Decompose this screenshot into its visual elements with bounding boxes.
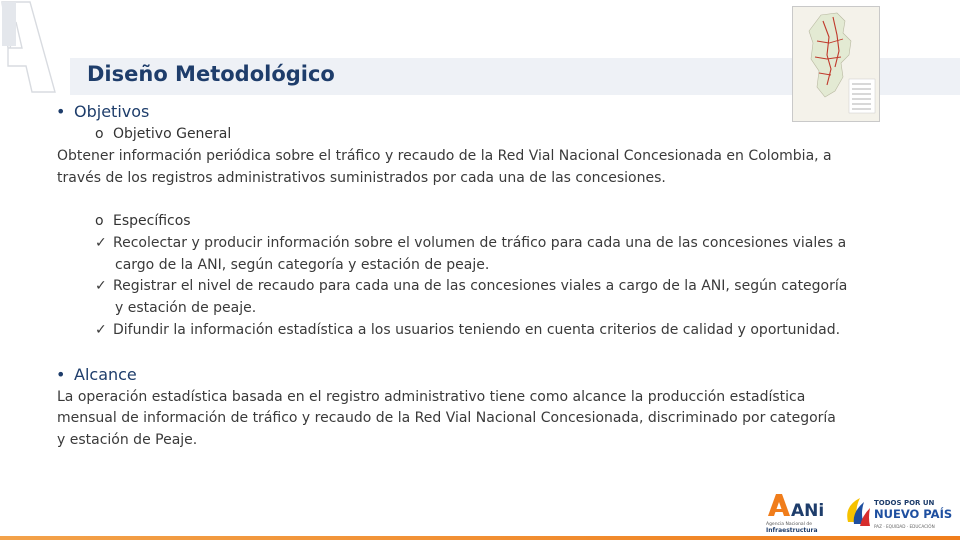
objetivo-general-heading: o Objetivo General (95, 124, 231, 145)
especifico-item-1-cont: cargo de la ANI, según categoría y estación de peaje. (115, 257, 490, 273)
ani-logo (764, 490, 825, 534)
checkmark-icon: ✓ (95, 278, 107, 294)
objetivo-general-text-1: Obtener información periódica sobre el tráfico y recaudo de la Red Vial Nacional Concesionada en Colombia, a (57, 148, 832, 164)
especifico-item-2-cont: y estación de peaje. (115, 300, 257, 316)
especifico-item-2: ✓ Registrar el nivel de recaudo para cada una de las concesiones viales a cargo de la ANI, según categoría (95, 276, 847, 297)
alcance-text-3: y estación de Peaje. (57, 432, 198, 448)
gobierno-logo (840, 492, 952, 534)
ani-logo-sub2: Infraestructura (766, 527, 818, 534)
gobierno-logo-line2: NUEVO PAÍS (874, 507, 953, 521)
circle-bullet-icon: o (95, 213, 104, 229)
circle-bullet-icon: o (95, 126, 104, 142)
footer-accent-line (0, 536, 960, 540)
objetivo-general-text-2: través de los registros administrativos suministrados por cada una de las concesiones. (57, 170, 666, 186)
bullet-dot-icon: • (56, 102, 66, 121)
gobierno-logo-line3: PAZ · EQUIDAD · EDUCACIÓN (874, 524, 935, 529)
ani-logo-sub1: Agencia Nacional de (766, 522, 812, 527)
especifico-item-3: ✓ Difundir la información estadística a los usuarios teniendo en cuenta criterios de calidad y oportunidad. (95, 320, 840, 341)
objetivos-heading: • Objetivos (56, 102, 150, 121)
ani-a-watermark (0, 0, 80, 92)
alcance-text-1: La operación estadística basada en el registro administrativo tiene como alcance la producción estadística (57, 389, 806, 405)
especifico-item-1: ✓ Recolectar y producir información sobre el volumen de tráfico para cada una de las concesiones viales a (95, 233, 846, 254)
page-title: Diseño Metodológico (87, 62, 335, 86)
especificos-heading: o Específicos (95, 211, 191, 232)
ani-logo-name: ANi (791, 501, 825, 521)
alcance-text-2: mensual de información de tráfico y recaudo de la Red Vial Nacional Concesionada, discriminado por categoría (57, 410, 836, 426)
checkmark-icon: ✓ (95, 322, 107, 338)
colombia-road-map-image (792, 6, 880, 122)
checkmark-icon: ✓ (95, 235, 107, 251)
gobierno-logo-line1: TODOS POR UN (874, 499, 935, 507)
bullet-dot-icon: • (56, 365, 66, 384)
alcance-heading: • Alcance (56, 365, 137, 384)
